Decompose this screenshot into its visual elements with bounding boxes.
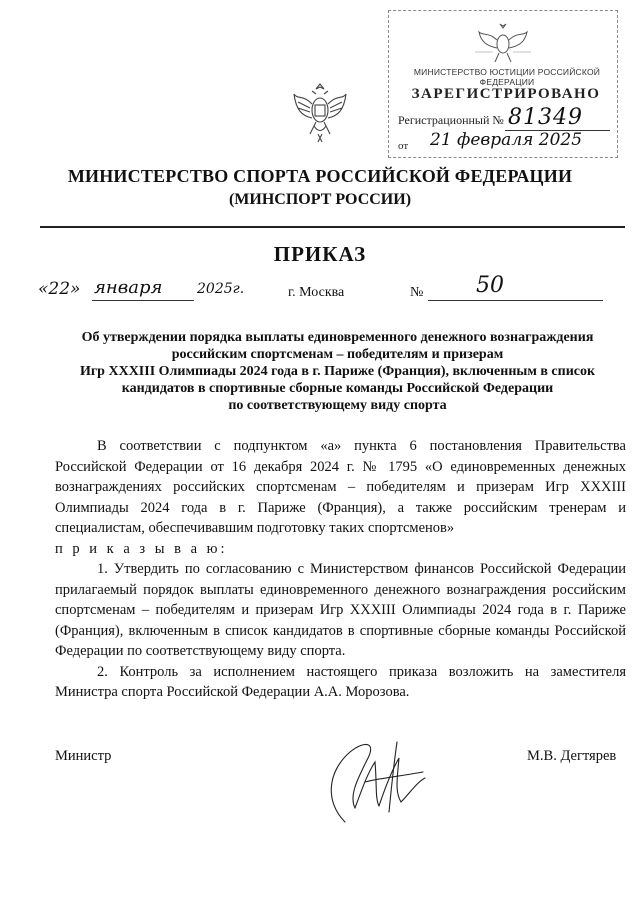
subject-line: Об утверждении порядка выплаты единовременного денежного вознаграждения bbox=[81, 330, 594, 345]
ministry-title: МИНИСТЕРСТВО СПОРТА РОССИЙСКОЙ ФЕДЕРАЦИИ bbox=[67, 166, 573, 186]
order-date-day: «22» bbox=[38, 279, 81, 299]
subject-line: кандидатов в спортивные сборные команды Российской Федерации bbox=[121, 381, 554, 396]
order-city: г. Москва bbox=[288, 285, 345, 300]
subject-line: российским спортсменам – победителям и призерам bbox=[171, 347, 504, 362]
order-number-label: № bbox=[410, 285, 424, 300]
order-body bbox=[55, 436, 626, 703]
subject-line: Игр XXXIII Олимпиады 2024 года в г. Париже (Франция), включенным в список bbox=[79, 364, 596, 379]
coat-of-arms-icon bbox=[292, 82, 348, 144]
stamp-regnum-label: Регистрационный № bbox=[398, 113, 504, 127]
stamp-regnum-value: 81349 bbox=[508, 105, 583, 130]
signatory-role: Министр bbox=[55, 748, 112, 764]
order-subject bbox=[50, 329, 625, 414]
handwritten-signature bbox=[305, 722, 435, 832]
document-type: ПРИКАЗ bbox=[273, 242, 367, 266]
order-item-1: 1. Утвердить по согласованию с Министерством финансов Российской Федерации прилагаемый порядок выплаты единовременного денежного вознаграждения российским спортсменам – победителям и призерам Игр XXXIII Олимпиады 2024 года в г. Париже (Франция), включенным в список кандидатов в спортивные сборные команды Российской Федерации по соответствующему виду спорта. bbox=[55, 561, 626, 659]
stamp-eagle-emblem-icon bbox=[473, 22, 533, 66]
subject-line: по соответствующему виду спорта bbox=[228, 398, 447, 413]
stamp-ministry-name: МИНИСТЕРСТВО ЮСТИЦИИ РОССИЙСКОЙ ФЕДЕРАЦИИ bbox=[413, 67, 601, 87]
order-item-2: 2. Контроль за исполнением настоящего приказа возложить на заместителя Министра спорта Российской Федерации А.А. Морозова. bbox=[55, 663, 626, 700]
signatory-name: М.В. Дегтярев bbox=[527, 748, 617, 764]
stamp-registered: ЗАРЕГИСТРИРОВАНО bbox=[411, 86, 601, 102]
preamble-paragraph: В соответствии с подпунктом «а» пункта 6 постановления Правительства Российской Федерации от 16 декабря 2024 г. № 1795 «О единовременных денежных вознаграждениях российских спортсменам – победителям и призерам Игр XXXIII Олимпиады 2024 года в г. Париже (Франция), а также российским тренерам и специалистам, обеспечивавшим подготовку таких спортсменов» bbox=[55, 438, 626, 536]
stamp-date-value: 21 февраля 2025 bbox=[430, 130, 583, 150]
date-underline bbox=[92, 300, 194, 301]
ministry-short-title: (МИНСПОРТ РОССИИ) bbox=[228, 191, 412, 208]
order-number: 50 bbox=[476, 273, 504, 298]
order-date-month: января bbox=[94, 277, 163, 298]
header-divider bbox=[40, 226, 625, 228]
stamp-from-label: от bbox=[398, 140, 409, 152]
order-date-year: 2025г. bbox=[197, 281, 245, 297]
order-word: п р и к а з ы в а ю: bbox=[55, 540, 228, 557]
number-underline bbox=[428, 300, 603, 301]
